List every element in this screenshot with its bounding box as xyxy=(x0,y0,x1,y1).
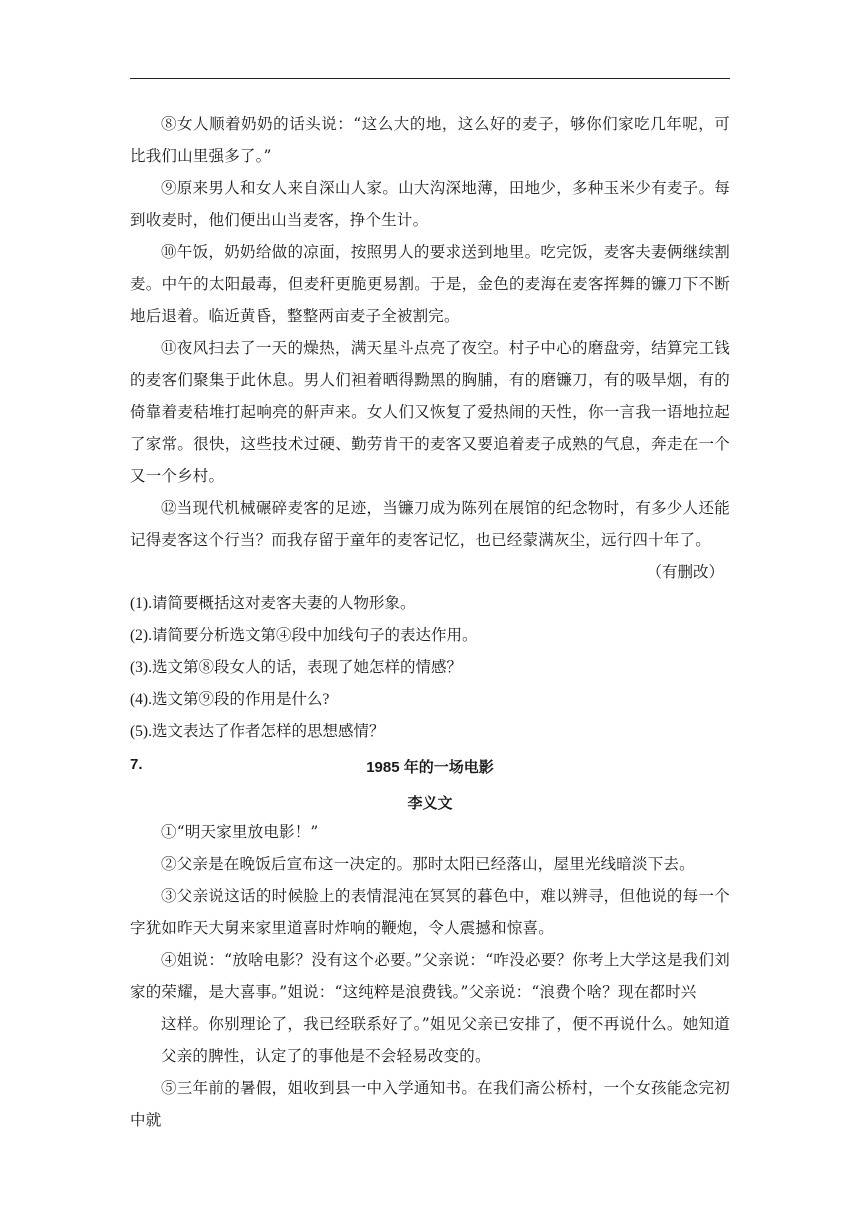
header-rule xyxy=(130,78,730,79)
section-heading xyxy=(130,750,730,784)
question-text: 选文第⑧段女人的话，表现了她怎样的情感？ xyxy=(151,659,462,676)
question-item xyxy=(130,652,730,684)
question-item xyxy=(130,620,730,652)
question-text: 选文表达了作者怎样的思想感情？ xyxy=(151,723,385,740)
question-item xyxy=(130,716,730,748)
passage-paragraph: ⑩午饭，奶奶给做的凉面，按照男人的要求送到地里。吃完饭，麦客夫妻俩继续割麦。中午的太阳最毒，但麦秆更脆更易割。于是，金色的麦海在麦客挥舞的镰刀下不断地后退着。临近黄昏，整整两亩麦子全被割完。 xyxy=(130,243,730,325)
article-author: 李义文 xyxy=(407,795,453,812)
question-number: (5). xyxy=(130,723,152,740)
passage-paragraph: ⑪夜风扫去了一天的燥热，满天星斗点亮了夜空。村子中心的磨盘旁，结算完工钱的麦客们聚集于此休息。男人们袒着晒得黝黑的胸脯，有的磨镰刀，有的吸旱烟，有的倚靠着麦秸堆打起响亮的鼾声来。女人们又恢复了爱热闹的天性，你一言我一语地拉起了家常。很快，这些技术过硬、勤劳肯干的麦客又要追着麦子成熟的气息，奔走在一个又一个乡村。 xyxy=(130,339,730,485)
passage-paragraph: ⑧女人顺着奶奶的话头说：“这么大的地，这么好的麦子，够你们家吃几年呢，可比我们山里强多了。” xyxy=(130,115,730,165)
author-line xyxy=(130,784,730,816)
article-paragraph: ③父亲说这话的时候脸上的表情混沌在冥冥的暮色中，难以辨寻，但他说的每一个字犹如昨天大舅来家里道喜时炸响的鞭炮，令人震撼和惊喜。 xyxy=(130,887,730,937)
article-paragraph: ①“明天家里放电影！” xyxy=(161,823,319,841)
question-number: (3). xyxy=(130,659,152,676)
page-content xyxy=(130,108,730,1136)
passage-paragraph: ⑨原来男人和女人来自深山人家。山大沟深地薄，田地少，多种玉米少有麦子。每到收麦时，他们便出山当麦客，挣个生计。 xyxy=(130,179,730,229)
question-number: (1). xyxy=(130,595,152,612)
question-text: 选文第⑨段的作用是什么? xyxy=(151,691,330,708)
article-title: 1985 年的一场电影 xyxy=(366,759,494,776)
article-paragraph: ④姐说：“放啥电影？没有这个必要。”父亲说：“咋没必要？你考上大学这是我们刘家的荣耀，是大喜事。”姐说：“这纯粹是浪费钱。”父亲说：“浪费个啥？现在都时兴 xyxy=(130,951,730,1001)
article-paragraph-continued: 这样。你别理论了，我已经联系好了。”姐见父亲已安排了，便不再说什么。她知道父亲的脾性，认定了的事他是不会轻易改变的。 xyxy=(161,1015,730,1065)
article-paragraph: ⑤三年前的暑假，姐收到县一中入学通知书。在我们斋公桥村，一个女孩能念完初中就 xyxy=(130,1079,730,1129)
passage-paragraph: ⑫当现代机械碾碎麦客的足迹，当镰刀成为陈列在展馆的纪念物时，有多少人还能记得麦客这个行当？而我存留于童年的麦客记忆，也已经蒙满灰尘，远行四十年了。 xyxy=(130,499,730,549)
article-paragraph: ②父亲是在晚饭后宣布这一决定的。那时太阳已经落山，屋里光线暗淡下去。 xyxy=(161,855,695,873)
question-text: 请简要概括这对麦客夫妻的人物形象。 xyxy=(151,595,416,612)
question-number: (2). xyxy=(130,627,152,644)
question-item xyxy=(130,684,730,716)
question-item xyxy=(130,588,730,620)
section-number: 7. xyxy=(130,756,143,773)
question-text: 请简要分析选文第④段中加线句子的表达作用。 xyxy=(151,627,478,644)
question-number: (4). xyxy=(130,691,152,708)
source-note: （有删改） xyxy=(646,563,724,581)
